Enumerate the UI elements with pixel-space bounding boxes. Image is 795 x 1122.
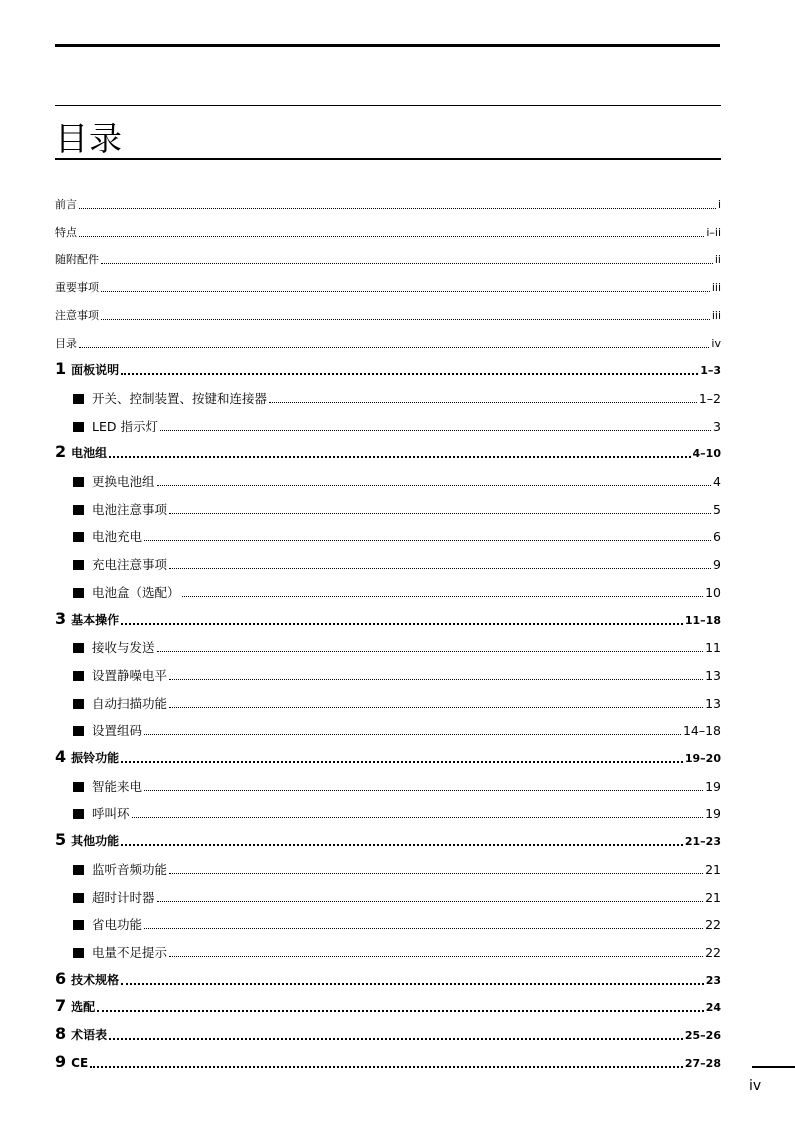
dot-leader [121,623,683,625]
section-title: 自动扫描功能 [92,695,168,711]
toc-chapter-heading [55,997,95,1015]
toc-front-entry[interactable] [55,243,721,267]
bullet-square-icon [73,394,84,404]
dot-leader [101,263,713,264]
toc-chapter-entry[interactable] [55,604,721,628]
bullet-square-icon [73,560,84,570]
section-title: 设置组码 [92,723,143,739]
toc-page-number: 1–2 [698,390,721,406]
toc-section-entry[interactable] [73,576,721,600]
chapter-number: 2 [55,442,67,462]
toc-page-number: 21 [705,889,721,905]
toc-chapter-entry[interactable] [55,354,721,378]
section-title: 电量不足提示 [92,944,168,960]
toc-page-number: 9 [713,557,721,573]
section-title: 开关、控制装置、按键和连接器 [92,390,268,406]
bullet-square-icon [73,477,84,487]
dot-leader [157,651,704,652]
chapter-number: 1 [55,359,67,379]
dot-leader [101,319,710,320]
section-title: 省电功能 [92,917,143,933]
dot-leader [121,844,683,846]
toc-page-number: 11–18 [684,613,721,627]
toc-section-heading [73,697,167,711]
section-title: LED 指示灯 [92,418,158,434]
section-title: 电池盒（选配） [92,584,180,600]
dot-leader [132,817,704,818]
toc-section-entry[interactable] [73,881,721,905]
title-underline [55,158,721,160]
toc-chapter-entry[interactable] [55,1047,721,1071]
toc-section-heading [73,863,167,877]
toc-chapter-entry[interactable] [55,825,721,849]
toc-page-number: iii [711,281,721,295]
toc-page-number: 6 [713,529,721,545]
toc-section-heading [73,392,267,406]
toc-entry-label: 目录 [55,336,77,350]
toc-front-entry[interactable] [55,327,721,351]
toc-page-number: 21 [705,861,721,877]
toc-chapter-heading [55,1025,107,1043]
toc-section-heading [73,475,155,489]
section-title: 接收与发送 [92,640,155,656]
toc-section-entry[interactable] [73,493,721,517]
toc-page-number: 13 [705,695,721,711]
toc-chapter-entry[interactable] [55,437,721,461]
section-title: 更换电池组 [92,474,155,489]
toc-chapter-heading [55,748,119,766]
chapter-number: 9 [55,1051,67,1071]
dot-leader [157,485,712,486]
footer-rule [752,1066,795,1068]
chapter-title: 技术规格 [71,972,120,987]
dot-leader [101,291,710,292]
toc-page-number: iv [711,336,721,350]
chapter-number: 3 [55,608,67,628]
toc-front-entry[interactable] [55,216,721,240]
bullet-square-icon [73,422,84,432]
toc-section-heading [73,891,155,905]
toc-section-heading [73,420,158,434]
dot-leader [144,540,711,541]
toc-section-heading [73,946,167,960]
bullet-square-icon [73,643,84,653]
toc-section-heading [73,586,180,600]
chapter-title: 电池组 [71,446,108,461]
toc-section-entry[interactable] [73,853,721,877]
dot-leader [79,208,716,209]
toc-section-heading [73,724,142,738]
dot-leader [144,928,703,929]
section-title: 电池充电 [92,529,143,545]
dot-leader [109,456,690,458]
toc-section-heading [73,503,167,517]
page-title: 目录 [55,119,123,158]
bullet-square-icon [73,920,84,930]
chapter-number: 7 [55,996,67,1016]
toc-chapter-heading [55,443,107,461]
toc-page-number: 13 [705,667,721,683]
toc-page-number: 3 [713,418,721,434]
toc-section-heading [73,558,167,572]
toc-section-entry[interactable] [73,659,721,683]
dot-leader [90,1066,683,1068]
section-title: 监听音频功能 [92,861,168,877]
toc-section-entry[interactable] [73,631,721,655]
toc-section-heading [73,669,167,683]
bullet-square-icon [73,809,84,819]
toc-page-number: 19–20 [684,752,721,765]
toc-entry-label: 特点 [55,225,77,239]
chapter-title: 振铃功能 [71,751,120,765]
dot-leader [121,373,698,375]
bullet-square-icon [73,782,84,792]
dot-leader [169,679,703,680]
chapter-number: 5 [55,830,67,850]
toc-page-number: 19 [705,778,721,794]
section-title: 电池注意事项 [92,501,168,517]
toc-section-entry[interactable] [73,687,721,711]
toc-page-number: 10 [705,584,721,600]
dot-leader [160,430,711,431]
bullet-square-icon [73,948,84,958]
toc-front-entry[interactable] [55,188,721,212]
chapter-title: 基本操作 [71,612,120,627]
chapter-title: 术语表 [71,1028,108,1042]
dot-leader [97,1010,704,1012]
toc-page-number: 22 [705,917,721,933]
toc-chapter-entry[interactable] [55,991,721,1015]
toc-page-number: 25–26 [684,1029,721,1042]
toc-chapter-entry[interactable] [55,742,721,766]
toc-entry-label: 重要事项 [55,281,99,295]
chapter-title: 选配 [71,1000,96,1015]
toc-front-entry[interactable] [55,271,721,295]
dot-leader [169,956,703,957]
toc-chapter-heading [55,360,119,378]
chapter-title: CE [71,1055,89,1070]
toc-section-entry[interactable] [73,520,721,544]
dot-leader [121,983,704,985]
dot-leader [182,596,704,597]
toc-section-entry[interactable] [73,936,721,960]
toc-chapter-heading [55,610,119,628]
toc-page-number: 22 [705,944,721,960]
toc-section-entry[interactable] [73,382,721,406]
toc-page-number: 27–28 [684,1056,721,1070]
dot-leader [169,873,703,874]
toc-page-number: 14–18 [682,723,721,739]
bullet-square-icon [73,671,84,681]
dot-leader [269,402,697,403]
dot-leader [169,707,703,708]
bullet-square-icon [73,865,84,875]
bullet-square-icon [73,893,84,903]
toc-page-number: 4 [713,474,721,489]
toc-entry-label: 前言 [55,198,77,211]
bullet-square-icon [73,726,84,736]
dot-leader [109,1038,683,1040]
toc-section-entry[interactable] [73,548,721,572]
section-title: 设置静噪电平 [92,667,168,683]
dot-leader [79,347,709,348]
dot-leader [169,568,711,569]
toc-section-heading [73,530,142,544]
page-number: iv [749,1078,762,1094]
toc-page-number: 19 [705,806,721,822]
toc-chapter-heading [55,831,119,849]
toc-page-number: 21–23 [684,835,721,849]
chapter-number: 8 [55,1024,67,1043]
toc-section-entry[interactable] [73,770,721,794]
toc-section-entry[interactable] [73,410,721,434]
dot-leader [79,236,704,237]
toc-page-number: iii [711,308,721,322]
toc-page-number: ii [714,253,721,267]
toc-page-number: 1–3 [700,364,721,378]
toc-section-heading [73,807,130,821]
section-title: 智能来电 [92,778,143,794]
section-title: 呼叫环 [92,806,130,822]
chapter-title: 面板说明 [71,363,120,378]
toc-section-heading [73,641,155,655]
toc-section-entry[interactable] [73,908,721,932]
toc-entry-label: 随附配件 [55,253,99,267]
toc-chapter-entry[interactable] [55,1019,721,1043]
toc-page-number: i [717,198,721,211]
toc-section-entry[interactable] [73,465,721,489]
dot-leader [157,901,704,902]
bullet-square-icon [73,588,84,598]
toc-section-heading [73,780,142,794]
toc-front-entry[interactable] [55,299,721,323]
toc-chapter-heading [55,970,119,988]
toc-section-entry[interactable] [73,714,721,738]
toc-entry-label: 注意事项 [55,308,99,322]
dot-leader [144,790,703,791]
chapter-number: 4 [55,747,67,766]
header-rule-thin [55,105,721,106]
dot-leader [169,513,711,514]
section-title: 超时计时器 [92,889,155,905]
chapter-title: 其他功能 [71,834,120,849]
toc-page-number: 11 [705,640,721,656]
dot-leader [121,761,683,763]
toc-section-heading [73,918,142,932]
section-title: 充电注意事项 [92,557,168,573]
toc-page-number: 5 [713,501,721,517]
toc-page-number: 23 [705,973,721,987]
toc-section-entry[interactable] [73,797,721,821]
bullet-square-icon [73,699,84,709]
dot-leader [144,734,681,735]
header-rule-thick [55,44,720,47]
bullet-square-icon [73,532,84,542]
toc-page-number: i–ii [706,225,721,239]
toc-chapter-heading [55,1053,88,1071]
chapter-number: 6 [55,968,67,988]
toc-page-number: 24 [705,1001,721,1015]
bullet-square-icon [73,505,84,515]
toc-page-number: 4–10 [692,447,721,461]
toc-chapter-entry[interactable] [55,964,721,988]
